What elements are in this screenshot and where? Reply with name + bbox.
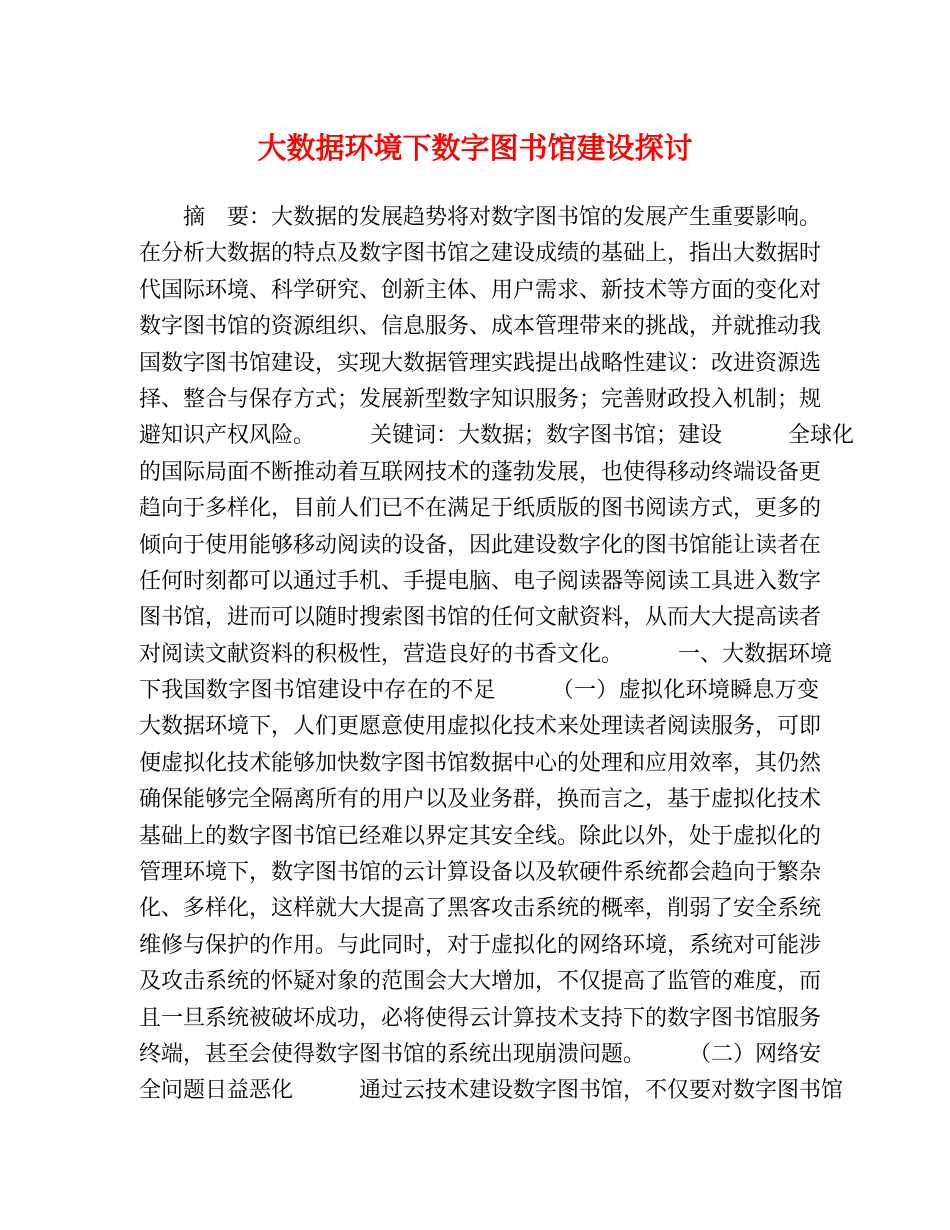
body-line: 择、整合与保存方式；发展新型数字知识服务；完善财政投入机制；规 bbox=[139, 386, 822, 412]
body-line: 管理环境下，数字图书馆的云计算设备以及软硬件系统都会趋向于繁杂 bbox=[139, 860, 822, 886]
body-line: 且一旦系统被破坏成功，必将使得云计算技术支持下的数字图书馆服务 bbox=[139, 1005, 822, 1031]
body-line: 大数据环境下，人们更愿意使用虚拟化技术来处理读者阅读服务，可即 bbox=[139, 714, 822, 740]
body-line: 维修与保护的作用。与此同时，对于虚拟化的网络环境，系统对可能涉 bbox=[139, 932, 822, 958]
body-line: 在分析大数据的特点及数字图书馆之建设成绩的基础上，指出大数据时 bbox=[139, 241, 822, 267]
body-line: 数字图书馆的资源组织、信息服务、成本管理带来的挑战，并就推动我 bbox=[139, 314, 822, 340]
body-line: 便虚拟化技术能够加快数字图书馆数据中心的处理和应用效率，其仍然 bbox=[139, 750, 822, 776]
body-line: 图书馆，进而可以随时搜索图书馆的任何文献资料，从而大大提高读者 bbox=[139, 605, 822, 631]
body-line: 及攻击系统的怀疑对象的范围会大大增加，不仅提高了监管的难度，而 bbox=[139, 969, 822, 995]
document-body bbox=[139, 200, 855, 1110]
body-line: 倾向于使用能够移动阅读的设备，因此建设数字化的图书馆能让读者在 bbox=[139, 532, 822, 558]
body-line: 任何时刻都可以通过手机、手提电脑、电子阅读器等阅读工具进入数字 bbox=[139, 568, 822, 594]
body-line: 的国际局面不断推动着互联网技术的蓬勃发展，也使得移动终端设备更 bbox=[139, 459, 822, 485]
body-line: 对阅读文献资料的积极性，营造良好的书香文化。 一、大数据环境 bbox=[139, 641, 833, 667]
body-line: 基础上的数字图书馆已经难以界定其安全线。除此以外，处于虚拟化的 bbox=[139, 823, 822, 849]
document-title: 大数据环境下数字图书馆建设探讨 bbox=[257, 131, 693, 165]
body-line: 全问题日益恶化 通过云技术建设数字图书馆，不仅要对数字图书馆 bbox=[139, 1078, 844, 1104]
body-line: 下我国数字图书馆建设中存在的不足 （一）虚拟化环境瞬息万变 bbox=[139, 678, 819, 704]
body-line: 终端，甚至会使得数字图书馆的系统出现崩溃问题。 （二）网络安 bbox=[139, 1041, 822, 1067]
body-line: 代国际环境、科学研究、创新主体、用户需求、新技术等方面的变化对 bbox=[139, 277, 822, 303]
body-line: 趋向于多样化，目前人们已不在满足于纸质版的图书阅读方式，更多的 bbox=[139, 496, 822, 522]
body-line: 国数字图书馆建设，实现大数据管理实践提出战略性建议：改进资源选 bbox=[139, 350, 822, 376]
body-line: 避知识产权风险。 关键词：大数据；数字图书馆；建设 全球化 bbox=[139, 423, 855, 449]
body-line: 确保能够完全隔离所有的用户以及业务群，换而言之，基于虚拟化技术 bbox=[139, 787, 822, 813]
body-line: 化、多样化，这样就大大提高了黑客攻击系统的概率，削弱了安全系统 bbox=[139, 896, 822, 922]
body-line: 摘 要：大数据的发展趋势将对数字图书馆的发展产生重要影响。 bbox=[139, 205, 822, 230]
